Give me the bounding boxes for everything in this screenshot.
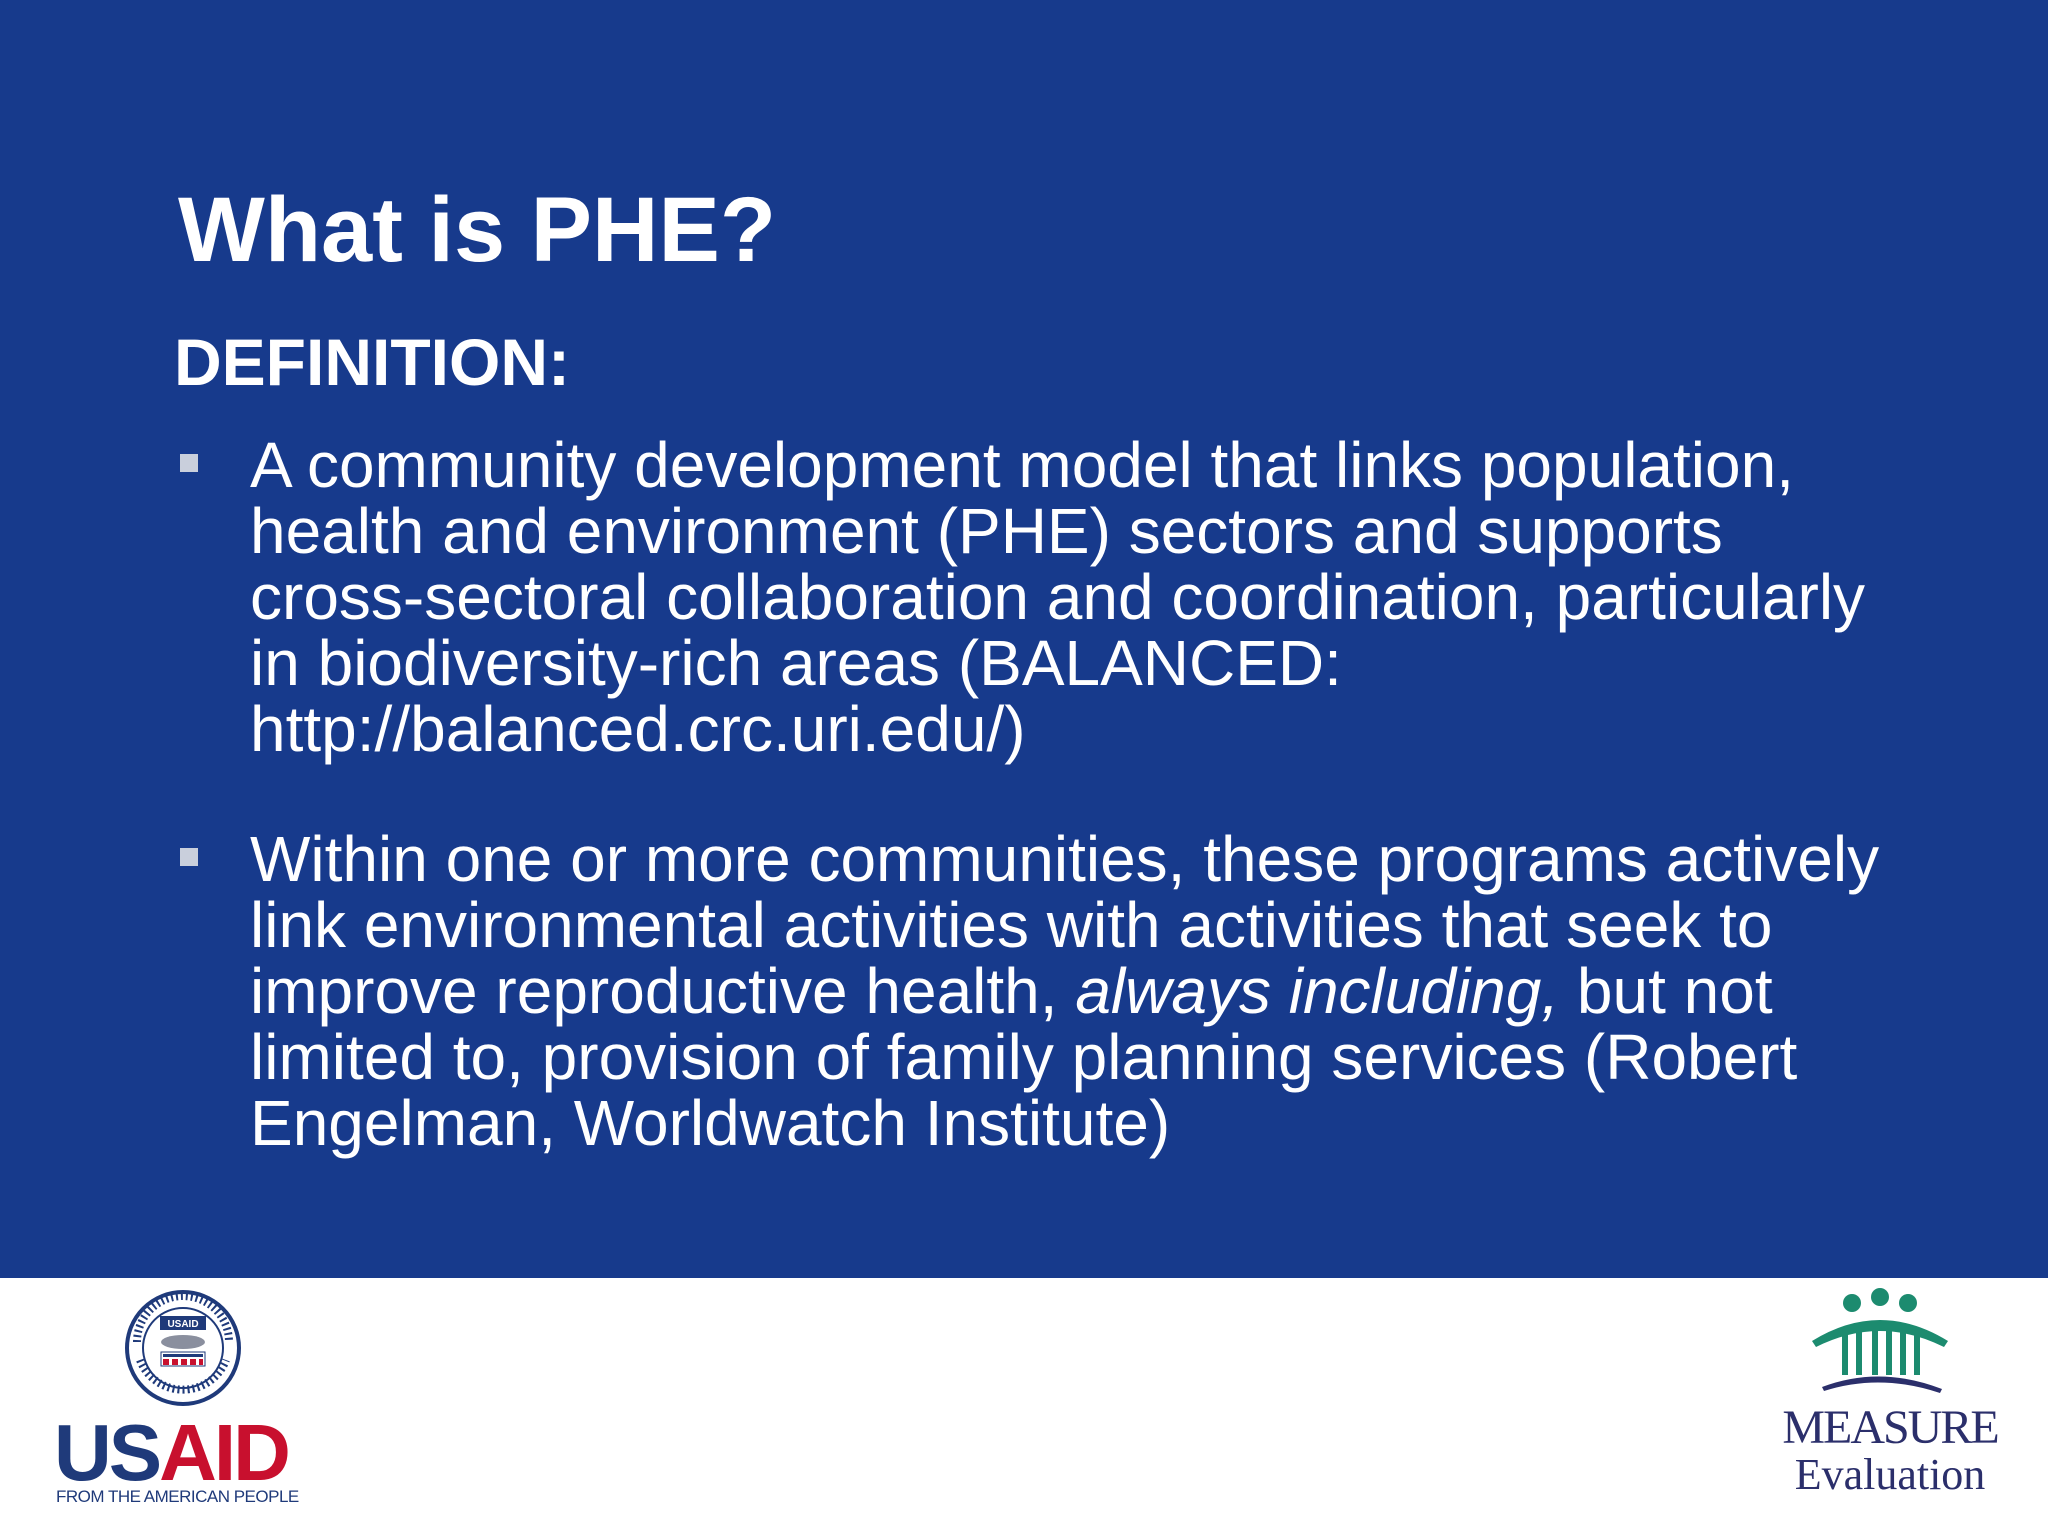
bullet-line: limited to, provision of family planning services (Robert: [250, 1021, 1798, 1093]
bullet-square-icon: [180, 454, 198, 472]
slide-title: What is PHE?: [178, 179, 777, 281]
evaluation-wordmark: Evaluation: [1794, 1450, 1986, 1499]
usaid-tagline: FROM THE AMERICAN PEOPLE: [56, 1487, 299, 1506]
bullet-line: Engelman, Worldwatch Institute): [250, 1087, 1171, 1159]
usaid-wordmark: USAID: [54, 1408, 288, 1497]
definition-heading: DEFINITION:: [174, 325, 570, 399]
bullet-line: health and environment (PHE) sectors and supports: [250, 495, 1723, 567]
usaid-seal-icon: [127, 1292, 239, 1404]
bullet-item-community-programs: [250, 823, 2010, 1159]
bullet-line-url: http://balanced.crc.uri.edu/): [250, 693, 1026, 765]
measure-evaluation-logo: [1772, 1285, 2008, 1503]
measure-evaluation-figures-icon: [1812, 1288, 1948, 1393]
bullet-item-community-model: [250, 429, 2010, 765]
bullet-line-mixed: [250, 955, 2010, 1027]
bullet-italic-emphasis: always including,: [1075, 955, 1560, 1027]
bullet-line: cross-sectoral collaboration and coordination, particularly: [250, 561, 1866, 633]
usaid-logo: [50, 1290, 320, 1508]
bullet-text-segment: but not: [1559, 955, 1773, 1027]
bullet-line: in biodiversity-rich areas (BALANCED:: [250, 627, 1342, 699]
measure-wordmark: MEASURE: [1782, 1401, 1998, 1454]
bullet-square-icon: [180, 848, 198, 866]
usaid-seal-band: USAID: [167, 1319, 199, 1330]
bullet-line: link environmental activities with activities that seek to: [250, 889, 1773, 961]
bullet-text-segment: improve reproductive health,: [250, 955, 1076, 1027]
bullet-line: A community development model that links population,: [250, 429, 1794, 501]
bullet-line: Within one or more communities, these programs actively: [250, 823, 1880, 895]
